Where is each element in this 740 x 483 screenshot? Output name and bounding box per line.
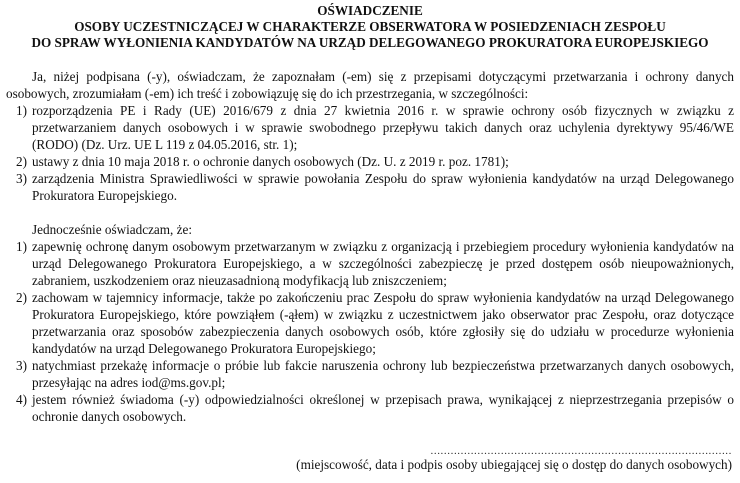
- item-number: 1): [16, 239, 27, 254]
- list-item: [6, 289, 734, 357]
- item-text: rozporządzenia PE i Rady (UE) 2016/679 z dnia 27 kwietnia 2016 r. w sprawie ochrony osób fizycznych w związku z przetwarzaniem danych osobowych i w sprawie swobodnego przepływu takich danych oraz uchylenia dyrektywy 95/46/WE (RODO) (Dz. Urz. UE L 119 z 04.05.2016, str. 1);: [32, 103, 734, 152]
- item-text: zarządzenia Ministra Sprawiedliwości w sprawie powołania Zespołu do spraw wyłonienia kandydatów na urząd Delegowanego Prokuratora Europejskiego.: [32, 171, 734, 203]
- list-item: [6, 238, 734, 289]
- list-item: [6, 102, 734, 153]
- item-number: 3): [16, 171, 27, 186]
- item-text: zapewnię ochronę danym osobowym przetwarzanym w związku z organizacją i przebiegiem procedury wyłonienia kandydatów na urząd Delegowanego Prokuratora Europejskiego, a w szczególności zabezpieczę je przed dostępem osób nieupoważnionych, zabraniem, uszkodzeniem oraz nieuzasadnioną modyfikacją lub zniszczeniem;: [32, 239, 734, 288]
- intro-paragraph: Ja, niżej podpisana (-y), oświadczam, że zapoznałam (-em) się z przepisami dotyczącymi przetwarzania i ochrony danych osobowych, zrozumiałam (-em) ich treść i zobowiązuję się do ich przestrzegania, w szczególności:: [6, 69, 734, 101]
- obligations-list: [6, 238, 734, 425]
- signature-caption: (miejscowość, data i podpis osoby ubiegającej się o dostęp do danych osobowych): [296, 457, 732, 472]
- signature-line: ..........................................................................................: [430, 445, 732, 457]
- document-header: [6, 3, 734, 51]
- list-item: [6, 391, 734, 425]
- document-subtitle-line-2: DO SPRAW WYŁONIENIA KANDYDATÓW NA URZĄD DELEGOWANEGO PROKURATORA EUROPEJSKIEGO: [31, 35, 709, 50]
- item-text: natychmiast przekażę informacje o próbie lub fakcie naruszenia ochrony lub bezpieczeństwa przetwarzanych danych osobowych, przesyłając na adres iod@ms.gov.pl;: [32, 358, 734, 390]
- signature-block: [296, 446, 732, 473]
- document-title: OŚWIADCZENIE: [317, 3, 423, 18]
- spacer: [6, 204, 734, 221]
- document-subtitle-line-1: OSOBY UCZESTNICZĄCEJ W CHARAKTERZE OBSERWATORA W POSIEDZENIACH ZESPOŁU: [74, 19, 666, 34]
- list-item: [6, 153, 734, 170]
- item-number: 4): [16, 392, 27, 407]
- list-item: [6, 170, 734, 204]
- item-number: 2): [16, 290, 27, 305]
- second-intro: Jednocześnie oświadczam, że:: [32, 222, 193, 237]
- item-text: zachowam w tajemnicy informacje, także po zakończeniu prac Zespołu do spraw wyłonienia kandydatów na urząd Delegowanego Prokuratora Europejskiego, które powziąłem (-ąłem) w związku z uczestnictwem jako obserwator prac Zespołu, oraz dotyczące przetwarzania oraz sposobów zabezpieczenia danych osobowych osób, które zgłosiły się do udziału w procedurze wyłonienia kandydatów na urząd Delegowanego Prokuratora Europejskiego;: [32, 290, 734, 356]
- item-number: 1): [16, 103, 27, 118]
- regulations-list: [6, 102, 734, 204]
- item-text: ustawy z dnia 10 maja 2018 r. o ochronie danych osobowych (Dz. U. z 2019 r. poz. 1781);: [32, 154, 509, 169]
- item-number: 2): [16, 154, 27, 169]
- list-item: [6, 357, 734, 391]
- item-text: jestem również świadoma (-y) odpowiedzialności określonej w przepisach prawa, wynikającej z nieprzestrzegania przepisów o ochronie danych osobowych.: [32, 392, 734, 424]
- item-number: 3): [16, 358, 27, 373]
